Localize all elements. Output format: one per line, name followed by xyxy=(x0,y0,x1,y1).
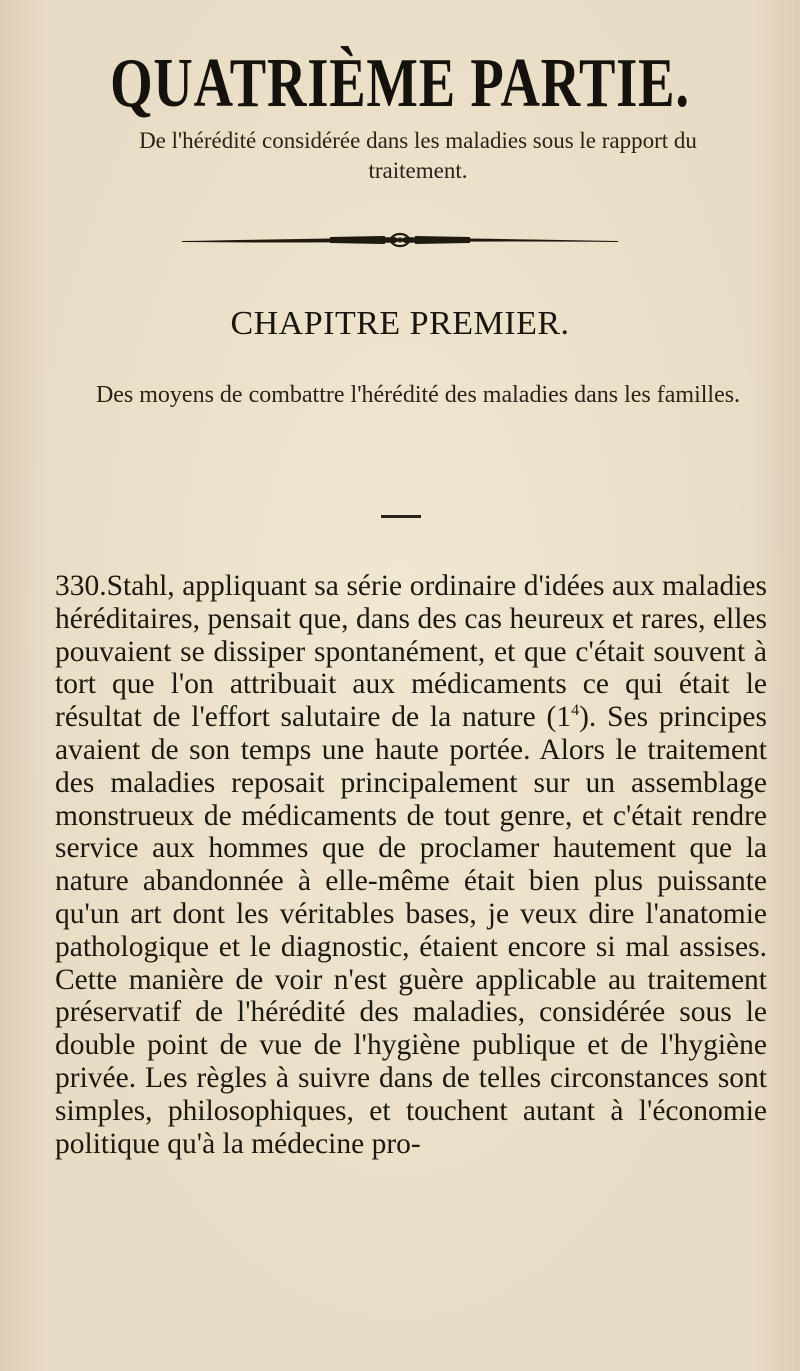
body-paragraph xyxy=(55,570,767,1160)
paragraph-text-end: ). Ses principes avaient de son temps une haute portée. Alors le traitement des maladies reposait principalement sur un assemblage monstrueux de médicaments de tout genre, et c'était rendre service aux hommes que de proclamer hautement que la nature abandonnée à elle-même était bien plus puissante qu'un art dont les véritables bases, je veux dire l'anatomie pathologique et le diagnostic, étaient encore si mal assises. Cette manière de voir n'est guère applicable au traitement préservatif de l'hérédité des maladies, considérée sous le double point de vue de l'hygiène publique et de l'hygiène privée. Les règles à suivre dans de telles circonstances sont simples, philosophiques, et touchent autant à l'économie politique qu'à la médecine pro- xyxy=(55,701,768,1160)
chapter-subtitle: Des moyens de combattre l'hérédité des maladies dans les familles. xyxy=(95,382,741,408)
footnote-superscript: 4 xyxy=(571,702,580,720)
chapter-title: CHAPITRE PREMIER. xyxy=(230,305,570,342)
part-title: QUATRIÈME PARTIE. xyxy=(110,45,690,122)
paragraph-text-start: Stahl, appliquant sa série ordinaire d'idées aux maladies héréditaires, pensait que, dans des cas heureux et rares, elles pouvaient se dissiper spontanément, et que c'était souvent à tort que l'on attribuait aux médicaments ce qui était le résultat de l'effort salutaire de la nature ( xyxy=(55,570,767,734)
paragraph-number: 330. xyxy=(55,570,107,602)
footnote-reference: 1 xyxy=(556,701,572,734)
ornamental-rule xyxy=(180,231,620,249)
section-divider xyxy=(381,515,421,518)
part-subtitle: De l'hérédité considérée dans les maladies sous le rapport du traitement. xyxy=(139,128,697,183)
